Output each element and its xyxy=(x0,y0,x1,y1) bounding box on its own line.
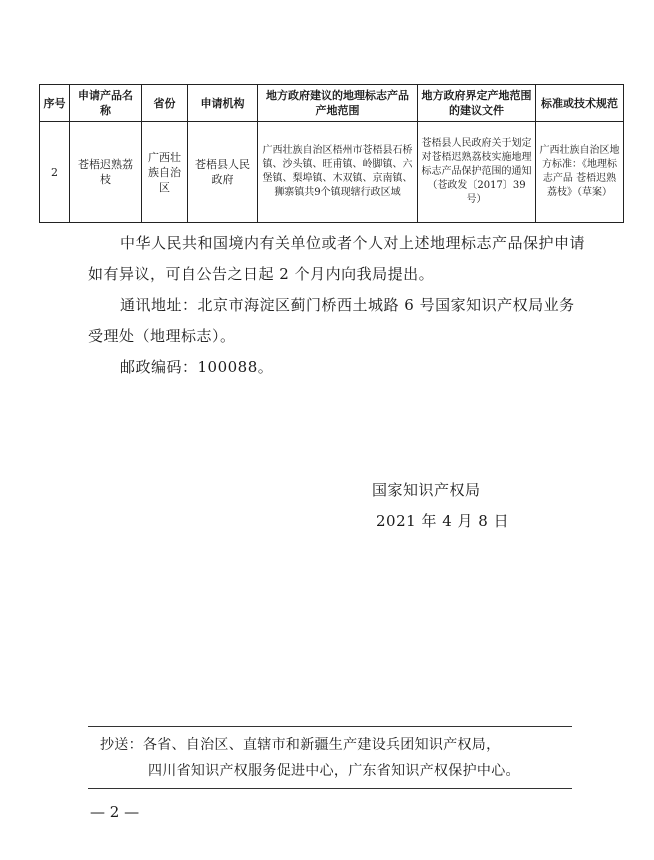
issuer-org: 国家知识产权局 xyxy=(372,481,481,499)
col-header-origin-range: 地方政府建议的地理标志产品产地范围 xyxy=(258,85,418,122)
page-number: — 2 — xyxy=(90,803,140,821)
cell-province: 广西壮族自治区 xyxy=(142,122,188,223)
table-row xyxy=(40,122,624,223)
cell-document: 苍梧县人民政府关于划定对苍梧迟熟荔枝实施地理标志产品保护范围的通知（苍政发〔2017〕39号） xyxy=(418,122,536,223)
cc-line-1: 抄送：各省、自治区、直辖市和新疆生产建设兵团知识产权局， xyxy=(100,737,501,753)
issue-date: 2021 年 4 月 8 日 xyxy=(376,512,510,530)
postcode-paragraph: 邮政编码：100088。 xyxy=(120,358,274,376)
objection-paragraph: 中华人民共和国境内有关单位或者个人对上述地理标志产品保护申请如有异议，可自公告之日起 2 个月内向我局提出。 xyxy=(88,234,586,283)
col-header-applicant: 申请机构 xyxy=(188,85,258,122)
cell-standard: 广西壮族自治区地方标准：《地理标志产品 苍梧迟熟荔枝》（草案） xyxy=(536,122,624,223)
col-header-province: 省份 xyxy=(142,85,188,122)
table-header-row xyxy=(40,85,624,122)
geo-indication-table xyxy=(39,84,624,223)
cc-line-2: 四川省知识产权服务促进中心，广东省知识产权保护中心。 xyxy=(148,763,520,779)
cell-applicant: 苍梧县人民政府 xyxy=(188,122,258,223)
cell-index: 2 xyxy=(40,122,70,223)
cell-origin-range: 广西壮族自治区梧州市苍梧县石桥镇、沙头镇、旺甫镇、岭脚镇、六堡镇、梨埠镇、木双镇、京南镇、狮寨镇共9个镇现辖行政区域 xyxy=(258,122,418,223)
cell-product: 苍梧迟熟荔枝 xyxy=(70,122,142,223)
col-header-document: 地方政府界定产地范围的建议文件 xyxy=(418,85,536,122)
col-header-standard: 标准或技术规范 xyxy=(536,85,624,122)
col-header-product: 申请产品名称 xyxy=(70,85,142,122)
cc-bottom-rule xyxy=(88,788,572,789)
col-header-index: 序号 xyxy=(40,85,70,122)
cc-top-rule xyxy=(88,726,572,727)
address-paragraph: 通讯地址：北京市海淀区蓟门桥西土城路 6 号国家知识产权局业务受理处（地理标志）。 xyxy=(88,296,575,345)
